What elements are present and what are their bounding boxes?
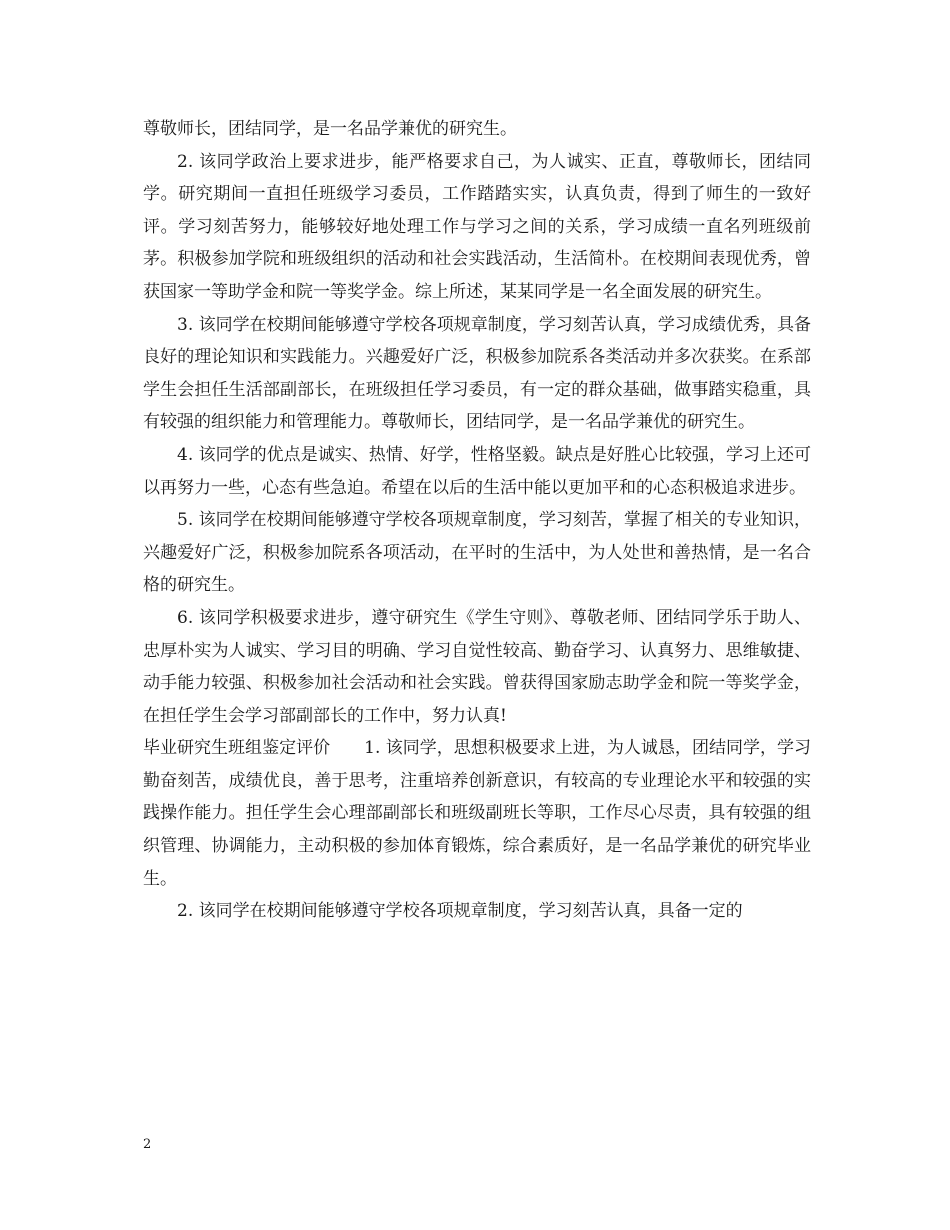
paragraph-item-6: 6. 该同学积极要求进步，遵守研究生《学生守则》、尊敬老师、团结同学乐于助人、忠厚朴实为人诚实、学习目的明确、学习自觉性较高、勤奋学习、认真努力、思维敏捷、动手能力较强、积极参加社会活动和社会实践。曾获得国家励志助学金和院一等奖学金，在担任学生会学习部副部长的工作中，努力认真!	[143, 607, 811, 726]
paragraph-item-2-continued: 2. 该同学在校期间能够遵守学校各项规章制度，学习刻苦认真，具备一定的	[177, 901, 743, 922]
paragraph-item-3: 3. 该同学在校期间能够遵守学校各项规章制度，学习刻苦认真，学习成绩优秀，具备良好的理论知识和实践能力。兴趣爱好广泛，积极参加院系各类活动并多次获奖。在系部学生会担任生活部副部长，在班级担任学习委员，有一定的群众基础，做事踏实稳重，具有较强的组织能力和管理能力。尊敬师长，团结同学，是一名品学兼优的研究生。	[143, 314, 811, 433]
paragraph-section-heading-item-1: 毕业研究生班组鉴定评价 1. 该同学，思想积极要求上进，为人诚恳，团结同学，学习勤奋刻苦，成绩优良，善于思考，注重培养创新意识，有较高的专业理论水平和较强的实践操作能力。担任学生会心理部副部长和班级副班长等职，工作尽心尽责，具有较强的组织管理、协调能力，主动积极的参加体育锻炼，综合素质好，是一名品学兼优的研究毕业生。	[143, 738, 811, 889]
paragraph-item-5: 5. 该同学在校期间能够遵守学校各项规章制度，学习刻苦，掌握了相关的专业知识，兴趣爱好广泛，积极参加院系各项活动，在平时的生活中，为人处世和善热情，是一名合格的研究生。	[143, 510, 811, 596]
paragraph-continuation: 尊敬师长，团结同学，是一名品学兼优的研究生。	[143, 119, 517, 139]
page-number: 2	[143, 1137, 152, 1152]
paragraph-item-2: 2. 该同学政治上要求进步，能严格要求自己，为人诚实、正直，尊敬师长，团结同学。研究期间一直担任班级学习委员，工作踏踏实实，认真负责，得到了师生的一致好评。学习刻苦努力，能够较好地处理工作与学习之间的关系，学习成绩一直名列班级前茅。积极参加学院和班级组织的活动和社会实践活动，生活简朴。在校期间表现优秀，曾获国家一等助学金和院一等奖学金。综上所述，某某同学是一名全面发展的研究生。	[143, 151, 811, 302]
paragraph-item-4: 4. 该同学的优点是诚实、热情、好学，性格坚毅。缺点是好胜心比较强，学习上还可以再努力一些，心态有些急迫。希望在以后的生活中能以更加平和的心态积极追求进步。	[143, 444, 811, 498]
document-body	[143, 113, 811, 928]
